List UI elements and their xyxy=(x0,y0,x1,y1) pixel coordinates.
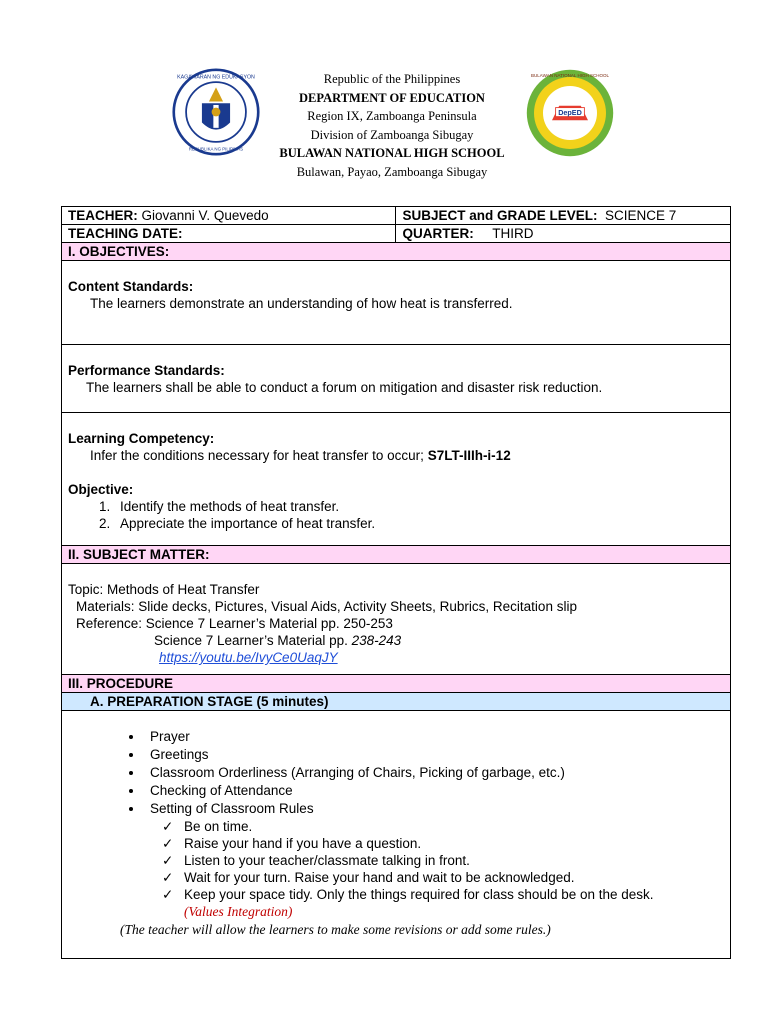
rule-item xyxy=(162,835,724,852)
competency-text: Infer the conditions necessary for heat transfer to occur; xyxy=(90,448,424,463)
subject-value: SCIENCE 7 xyxy=(605,208,677,223)
header-school: BULAWAN NATIONAL HIGH SCHOOL xyxy=(279,146,505,160)
bullet-item: • Classroom Orderliness (Arranging of Chairs, Picking of garbage, etc.) xyxy=(144,764,724,782)
bullet-item: • Checking of Attendance xyxy=(144,782,724,800)
header-text-block xyxy=(250,70,534,181)
materials-text: Materials: Slide decks, Pictures, Visual Aids, Activity Sheets, Rubrics, Recitation slip xyxy=(76,599,577,614)
objective-item: 2. Appreciate the importance of heat transfer. xyxy=(114,515,724,532)
subject-cell xyxy=(396,207,731,225)
subject-matter-row xyxy=(62,564,731,675)
teacher-note: (The teacher will allow the learners to make some revisions or add some rules.) xyxy=(120,922,551,937)
teacher-cell xyxy=(62,207,396,225)
seal-center-text: DepED xyxy=(558,107,582,117)
competency-line xyxy=(68,447,724,464)
rule-item xyxy=(162,852,724,869)
rule-item xyxy=(162,818,724,835)
subject-matter-cell xyxy=(62,564,731,675)
subject-matter-heading-row xyxy=(62,546,731,564)
performance-standards-text: The learners shall be able to conduct a forum on mitigation and disaster risk reduction. xyxy=(86,380,603,395)
checkmark-icon: ✓ xyxy=(162,819,174,834)
teacher-label: TEACHER: xyxy=(68,208,138,223)
performance-standards-cell xyxy=(62,345,731,413)
header-address: Bulawan, Payao, Zamboanga Sibugay xyxy=(296,164,488,179)
lesson-plan-table xyxy=(61,206,731,959)
reference2-text: Science 7 Learner’s Material pp. xyxy=(154,633,348,648)
content-standards-cell xyxy=(62,261,731,345)
rule-text: Wait for your turn. Raise your hand and wait to be acknowledged. xyxy=(184,870,575,885)
preparation-content-row xyxy=(62,711,731,959)
header-division: Division of Zamboanga Sibugay xyxy=(310,127,474,142)
reference-text: Reference: Science 7 Learner’s Material pp. 250-253 xyxy=(76,616,393,631)
reference2-line xyxy=(68,632,724,649)
header-department: DEPARTMENT OF EDUCATION xyxy=(299,90,485,105)
deped-seal-logo xyxy=(172,68,260,156)
preparation-stage-heading: A. PREPARATION STAGE (5 minutes) xyxy=(62,693,731,711)
rule-text: Raise your hand if you have a question. xyxy=(184,836,422,851)
date-label: TEACHING DATE: xyxy=(68,226,183,241)
procedure-heading: III. PROCEDURE xyxy=(62,675,731,693)
seal-text-top: KAGAWARAN NG EDUKASYON xyxy=(177,74,255,81)
objective-item: 1. Identify the methods of heat transfer. xyxy=(114,498,724,515)
performance-standards-row xyxy=(62,345,731,413)
competency-cell xyxy=(62,413,731,546)
seal-ring-text: BULAWAN NATIONAL HIGH SCHOOL xyxy=(531,73,609,78)
seal-text-bottom: REPUBLIKA NG PILIPINAS xyxy=(188,146,244,152)
checkmark-icon: ✓ xyxy=(162,836,174,851)
preparation-stage-row xyxy=(62,693,731,711)
checkmark-icon: ✓ xyxy=(162,870,174,885)
objective-list xyxy=(68,498,724,532)
preparation-bullet-list xyxy=(68,728,724,818)
rule-text: Listen to your teacher/classmate talking in front. xyxy=(184,853,470,868)
subject-matter-heading: II. SUBJECT MATTER: xyxy=(62,546,731,564)
teacher-value: Giovanni V. Quevedo xyxy=(141,208,269,223)
rule-text: Keep your space tidy. Only the things required for class should be on the desk. xyxy=(184,887,654,902)
topic-text: Topic: Methods of Heat Transfer xyxy=(68,582,260,597)
date-cell xyxy=(62,225,396,243)
school-seal-logo xyxy=(525,68,615,158)
content-standards-text: The learners demonstrate an understanding of how heat is transferred. xyxy=(90,296,513,311)
bullet-item: • Prayer xyxy=(144,728,724,746)
rule-text: Be on time. xyxy=(184,819,253,834)
quarter-cell xyxy=(396,225,731,243)
procedure-heading-row xyxy=(62,675,731,693)
content-standards-row xyxy=(62,261,731,345)
performance-standards-label: Performance Standards: xyxy=(68,363,225,378)
preparation-content-cell xyxy=(62,711,731,959)
quarter-value: THIRD xyxy=(492,226,534,241)
subject-label: SUBJECT and GRADE LEVEL: xyxy=(402,208,598,223)
teacher-row xyxy=(62,207,731,225)
content-standards-label: Content Standards: xyxy=(68,279,194,294)
objectives-heading-row xyxy=(62,243,731,261)
competency-row xyxy=(62,413,731,546)
objective-label: Objective: xyxy=(68,482,134,497)
quarter-label: QUARTER: xyxy=(402,226,474,241)
checkmark-icon: ✓ xyxy=(162,887,174,902)
checkmark-icon: ✓ xyxy=(162,853,174,868)
values-integration-note: (Values Integration) xyxy=(184,904,293,919)
rule-item xyxy=(162,869,724,886)
competency-label: Learning Competency: xyxy=(68,431,215,446)
header-republic: Republic of the Philippines xyxy=(323,72,461,86)
document-header xyxy=(0,60,768,190)
competency-code: S7LT-IIIh-i-12 xyxy=(427,448,511,463)
header-region: Region IX, Zamboanga Peninsula xyxy=(307,109,477,123)
video-link[interactable]: https://youtu.be/IvyCe0UaqJY xyxy=(159,650,338,665)
reference2-pages: 238-243 xyxy=(351,633,402,648)
rule-item xyxy=(162,886,724,903)
objectives-heading: I. OBJECTIVES: xyxy=(62,243,731,261)
classroom-rules-list xyxy=(68,818,724,920)
bullet-item: • Setting of Classroom Rules xyxy=(144,800,724,818)
date-row xyxy=(62,225,731,243)
bullet-item: • Greetings xyxy=(144,746,724,764)
